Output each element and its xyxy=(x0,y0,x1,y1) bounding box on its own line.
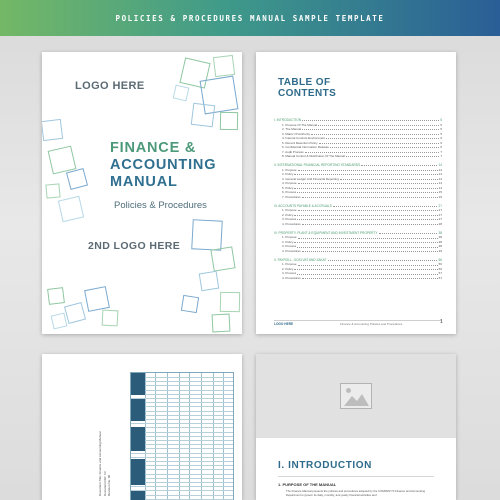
decorative-square xyxy=(220,112,238,130)
leader-dots xyxy=(318,123,439,126)
toc-page-number: 14 xyxy=(438,167,442,172)
table-row-line xyxy=(131,436,233,437)
image-placeholder xyxy=(256,354,456,438)
table-row-line xyxy=(131,453,233,454)
table-row-line xyxy=(131,419,233,420)
toc-page-number: 5 xyxy=(440,122,442,127)
decorative-square xyxy=(102,310,119,327)
footer-divider xyxy=(274,320,442,321)
table-header-cell xyxy=(131,399,145,421)
leader-dots xyxy=(294,172,437,175)
toc-entry-label: 1. Purpose Of The Manual xyxy=(282,122,318,127)
table-row-line xyxy=(131,469,233,470)
decorative-square xyxy=(64,302,86,324)
document-meta-text xyxy=(98,432,112,496)
table-row-line xyxy=(131,440,233,441)
toc-entry-label: 7. Audit Process xyxy=(282,149,304,154)
table-row-line xyxy=(131,495,233,496)
toc-page-number: 38 xyxy=(438,230,442,235)
toc-page-number: 7 xyxy=(440,149,442,154)
toc-entry-label: 1. Purpose xyxy=(282,235,297,240)
toc-page-number: 14 xyxy=(438,181,442,186)
toc-page-number: 14 xyxy=(438,185,442,190)
table-row-line xyxy=(131,490,233,491)
toc-entry-label: 4. Purpose xyxy=(282,181,297,186)
table-row-line xyxy=(131,415,233,416)
toc-section-label: I. INTRODUCTION xyxy=(274,118,302,122)
toc-entry[interactable] xyxy=(274,222,442,227)
cover-logo-placeholder: LOGO HERE xyxy=(75,80,145,92)
toc-page-number: 27 xyxy=(438,217,442,222)
leader-dots xyxy=(305,150,440,153)
table-row-line xyxy=(131,486,233,487)
meta-line: Revision No: 00 xyxy=(107,474,111,496)
body-paragraph: The Finance Manual presents the policies and procedures adopted by the COMPANY'S Finance and Accounting Department to govern its daily, monthly, and yearly financial activities and xyxy=(286,489,426,497)
cover-second-logo-placeholder: 2ND LOGO HERE xyxy=(88,240,181,252)
toc-page-number: 38 xyxy=(438,235,442,240)
table-row-line xyxy=(131,390,233,391)
cover-title-line: FINANCE & xyxy=(110,140,197,156)
footer-title: Finance & Accounting Policies and Procedures xyxy=(340,322,403,326)
toc-page-number: 56 xyxy=(438,262,442,267)
cover-subtitle: Policies & Procedures xyxy=(114,200,207,211)
toc-entry-label: 3. General Ledger And Financial Reporting xyxy=(282,176,339,181)
mountain-icon xyxy=(341,384,371,408)
toc-entry-label: 3. Process xyxy=(282,244,297,249)
toc-page-number: 7 xyxy=(440,154,442,159)
decorative-square xyxy=(191,103,216,128)
leader-dots xyxy=(294,240,437,243)
toc-title xyxy=(278,77,336,99)
table-page xyxy=(42,354,242,500)
cover-title xyxy=(110,140,216,191)
introduction-page xyxy=(256,354,456,500)
toc-entry-label: 2. Policy xyxy=(282,172,294,177)
table-row-line xyxy=(131,461,233,462)
leader-dots xyxy=(297,244,437,247)
decorative-square xyxy=(173,85,190,102)
meta-line: Document Title: Finance and Accounting Manual xyxy=(98,431,102,496)
toc-entry-label: 5. Record Retention Policy xyxy=(282,140,318,145)
toc-page-number: 28 xyxy=(438,221,442,226)
toc-entry-label: 2. Policy xyxy=(282,266,294,271)
decorative-square xyxy=(199,271,220,292)
table-row-line xyxy=(131,423,233,424)
leader-dots xyxy=(302,222,438,225)
toc-page-number: 6 xyxy=(440,140,442,145)
toc-page-number: 14 xyxy=(438,172,442,177)
toc-page-number: 5 xyxy=(440,127,442,132)
decorative-square xyxy=(191,219,223,251)
toc-entry-label: 6. Process xyxy=(282,190,297,195)
decorative-square xyxy=(213,55,235,77)
decorative-square xyxy=(181,295,199,313)
toc-entry-label: 4. Procedures xyxy=(282,275,301,280)
decorative-square xyxy=(84,286,110,312)
leader-dots xyxy=(319,141,440,144)
cover-title-line: ACCOUNTING xyxy=(110,157,217,173)
decorative-square xyxy=(212,314,231,333)
leader-dots xyxy=(298,208,438,211)
leader-dots xyxy=(326,136,439,139)
table-row-line xyxy=(131,406,233,407)
leader-dots xyxy=(297,271,437,274)
toc-section-label: II. INTERNATIONAL FINANCIAL REPORTING STANDARDS xyxy=(274,163,361,168)
table-row-line xyxy=(131,465,233,466)
decorative-square xyxy=(66,168,88,190)
section-heading: I. INTRODUCTION xyxy=(278,460,372,471)
leader-dots xyxy=(346,154,439,157)
toc-page-number: 6 xyxy=(440,145,442,150)
table-row-line xyxy=(131,381,233,382)
leader-dots xyxy=(328,258,438,261)
heading-divider xyxy=(278,476,434,477)
meta-line: Document Ref: XX xyxy=(102,471,107,496)
toc-entry-label: 2. The Manual xyxy=(282,127,302,132)
leader-dots xyxy=(302,195,438,198)
toc-title-line: CONTENTS xyxy=(278,88,337,99)
decorative-square xyxy=(210,246,235,271)
toc-entry[interactable] xyxy=(274,276,442,281)
toc-entry-label: 3. Matrix Of Authority xyxy=(282,131,311,136)
header-banner xyxy=(0,0,500,36)
table-row-line xyxy=(131,394,233,395)
toc-page-number: 27 xyxy=(438,212,442,217)
toc-entry-label: 3. Process xyxy=(282,217,297,222)
table-row-line xyxy=(131,478,233,479)
toc-page-number: 56 xyxy=(438,266,442,271)
toc-page-number: 57 xyxy=(438,275,442,280)
leader-dots xyxy=(294,186,437,189)
toc-page-number: 5 xyxy=(440,118,442,122)
leader-dots xyxy=(298,235,438,238)
toc-section-label: IV. PROPERTY, PLANT & EQUIPMENT AND INVESTMENT PROPERTY xyxy=(274,230,378,235)
toc-page-number: 57 xyxy=(438,271,442,276)
table-header-cell xyxy=(131,373,145,395)
decorative-square xyxy=(47,287,65,305)
toc-entry-label: 4. Procedures xyxy=(282,248,301,253)
toc-page-number: 15 xyxy=(438,194,442,199)
toc-page-number: 27 xyxy=(438,203,442,208)
toc-page-number: 14 xyxy=(438,163,442,168)
toc-title-line: TABLE OF xyxy=(278,77,331,88)
leader-dots xyxy=(298,262,438,265)
toc-page-number: 6 xyxy=(440,136,442,141)
toc-entry-label: 1. Purpose xyxy=(282,208,297,213)
table-row-line xyxy=(131,457,233,458)
table-row-line xyxy=(131,432,233,433)
leader-dots xyxy=(298,181,438,184)
subsection-heading: 1. PURPOSE OF THE MANUAL xyxy=(278,482,337,487)
table-header-cell xyxy=(131,459,145,485)
leader-dots xyxy=(302,249,438,252)
table-header-cell xyxy=(131,427,145,451)
toc-section-label: V. PAYROLL, GOSI VAT AND ZAKAT xyxy=(274,257,327,262)
toc-page-number: 39 xyxy=(438,248,442,253)
toc-entry-label: 1. Purpose xyxy=(282,167,297,172)
toc-entry-label: 3. Process xyxy=(282,271,297,276)
toc-entry-label: 2. Policy xyxy=(282,239,294,244)
document-meta xyxy=(98,376,112,496)
decorative-square xyxy=(42,119,63,141)
table-row-line xyxy=(131,385,233,386)
footer-logo: LOGO HERE xyxy=(274,322,294,326)
toc-entry[interactable] xyxy=(274,154,442,159)
leader-dots xyxy=(297,217,437,220)
decorative-square xyxy=(51,313,68,330)
toc-page-number: 38 xyxy=(438,239,442,244)
leader-dots xyxy=(340,177,438,180)
toc-entry-label: 1. Purpose xyxy=(282,262,297,267)
toc-page-number: 5 xyxy=(440,131,442,136)
leader-dots xyxy=(294,213,437,216)
toc-entry-label: 2. Policy xyxy=(282,212,294,217)
toc-entry-label: 4. Procedures xyxy=(282,221,301,226)
table-row-line xyxy=(131,398,233,399)
leader-dots xyxy=(361,163,437,166)
toc-list xyxy=(274,118,442,280)
toc-page xyxy=(256,52,456,334)
decorative-square xyxy=(220,292,240,312)
table-row-line xyxy=(131,482,233,483)
toc-entry[interactable] xyxy=(274,249,442,254)
leader-dots xyxy=(330,145,439,148)
toc-page-number: 15 xyxy=(438,190,442,195)
image-icon xyxy=(340,383,372,409)
leader-dots xyxy=(298,168,438,171)
toc-page-number: 56 xyxy=(438,257,442,262)
table-row-line xyxy=(131,448,233,449)
leader-dots xyxy=(294,267,437,270)
toc-page-number: 14 xyxy=(438,176,442,181)
toc-entry-label: 5. Policy xyxy=(282,185,294,190)
decorative-square xyxy=(45,183,60,198)
table-row-line xyxy=(131,474,233,475)
toc-entry-label: 4. Internal Controls Environment xyxy=(282,136,326,141)
banner-title: POLICIES & PROCEDURES MANUAL SAMPLE TEMPLATE xyxy=(115,13,385,23)
toc-entry-label: 7. Procedures xyxy=(282,194,301,199)
toc-entry-label: 8. Manual Control & Distribution Of The Manual xyxy=(282,154,345,159)
table-row-line xyxy=(131,444,233,445)
table-row-line xyxy=(131,377,233,378)
footer-page-number: 1 xyxy=(440,319,443,325)
leader-dots xyxy=(297,190,437,193)
table-row-line xyxy=(131,411,233,412)
leader-dots xyxy=(302,118,439,121)
table-row-line xyxy=(131,427,233,428)
table-header-cell xyxy=(131,491,145,500)
leader-dots xyxy=(333,204,438,207)
decorative-square xyxy=(58,196,84,222)
blank-table-grid xyxy=(130,372,234,500)
leader-dots xyxy=(379,231,438,234)
toc-entry[interactable] xyxy=(274,195,442,200)
toc-section-label: III. ACCOUNTS PAYABLE & ACCRUALS xyxy=(274,203,332,208)
leader-dots xyxy=(302,276,438,279)
cover-page xyxy=(42,52,242,334)
toc-entry-label: 6. Confidential Information Release xyxy=(282,145,329,150)
cover-title-line: MANUAL xyxy=(110,174,178,190)
table-row-line xyxy=(131,402,233,403)
leader-dots xyxy=(302,127,439,130)
toc-page-number: 27 xyxy=(438,208,442,213)
leader-dots xyxy=(311,132,439,135)
toc-page-number: 38 xyxy=(438,244,442,249)
